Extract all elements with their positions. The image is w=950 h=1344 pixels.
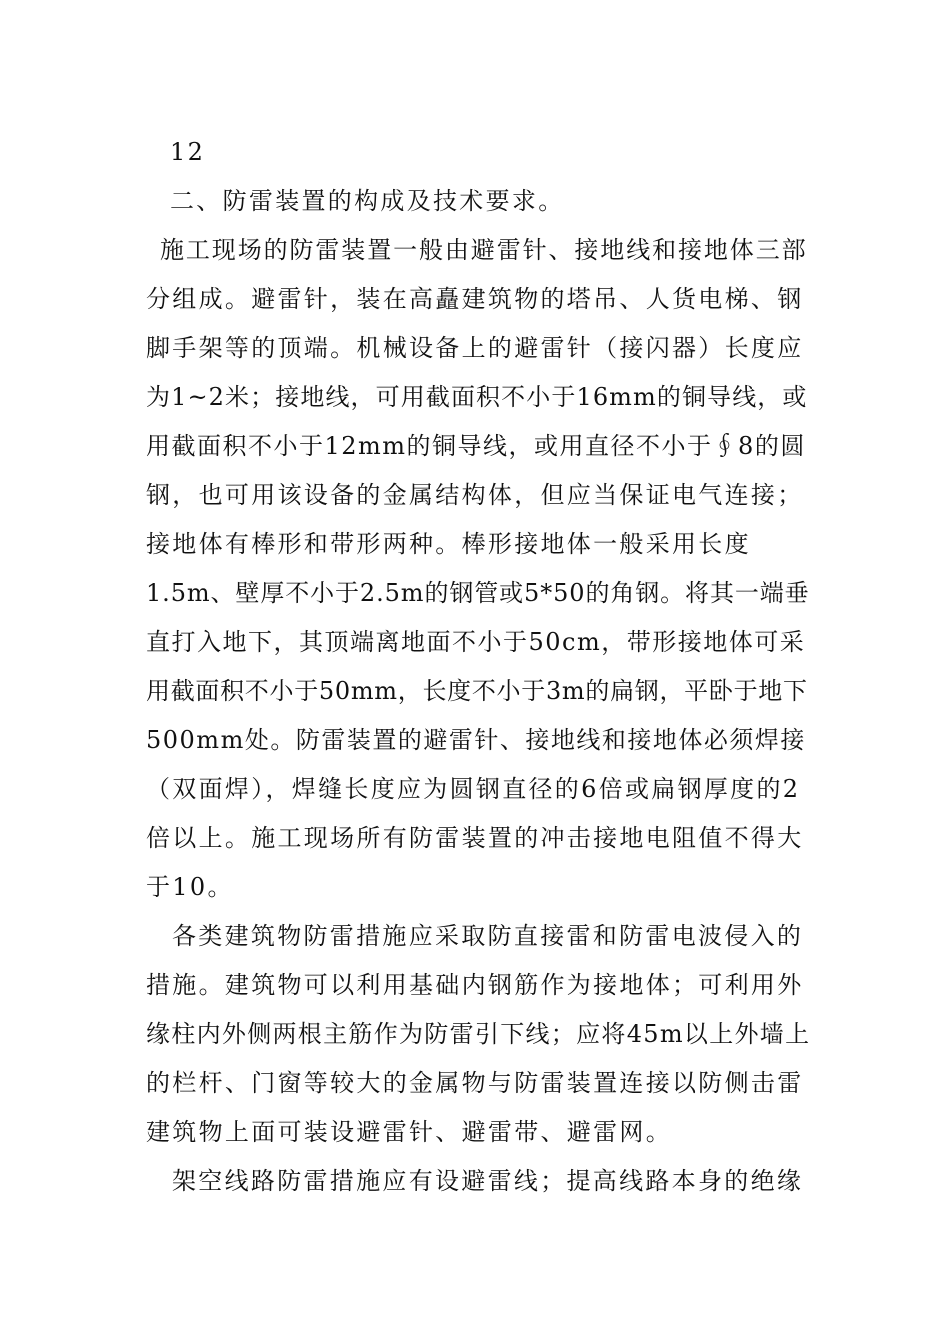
paragraph-lightning-device xyxy=(146,226,810,912)
paragraph-overhead-line xyxy=(146,1157,810,1206)
text-line: 用截面积不小于50mm，长度不小于3m的扁钢，平卧于地下 xyxy=(146,677,808,705)
text-line: （双面焊），焊缝长度应为圆钢直径的6倍或扁钢厚度的2 xyxy=(146,775,801,803)
text-line: 直打入地下，其顶端离地面不小于50cm，带形接地体可采 xyxy=(146,628,806,656)
text-line: 倍以上。施工现场所有防雷装置的冲击接地电阻值不得大 xyxy=(146,824,804,852)
text-line: 缘柱内外侧两根主筋作为防雷引下线；应将45m以上外墙上 xyxy=(146,1020,811,1048)
text-line: 各类建筑物防雷措施应采取防直接雷和防雷电波侵入的 xyxy=(172,922,804,950)
text-line: 1.5m、壁厚不小于2.5m的钢管或5*50的角钢。将其一端垂 xyxy=(146,579,810,607)
text-line: 用截面积不小于12mm的铜导线，或用直径不小于∮8的圆 xyxy=(146,432,806,460)
text-line: 施工现场的防雷装置一般由避雷针、接地线和接地体三部 xyxy=(160,236,808,264)
text-line: 分组成。避雷针，装在高矗建筑物的塔吊、人货电梯、钢 xyxy=(146,285,804,313)
text-line: 500mm处。防雷装置的避雷针、接地线和接地体必须焊接 xyxy=(146,726,806,754)
page-number: 12 xyxy=(170,138,206,166)
text-line: 钢，也可用该设备的金属结构体，但应当保证电气连接； xyxy=(146,481,804,509)
text-line: 于10。 xyxy=(146,873,234,901)
document-page xyxy=(146,128,810,1206)
text-line: 措施。建筑物可以利用基础内钢筋作为接地体；可利用外 xyxy=(146,971,804,999)
text-line: 为1~2米；接地线，可用截面积不小于16mm的铜导线，或 xyxy=(146,383,808,411)
text-line: 接地体有棒形和带形两种。棒形接地体一般采用长度 xyxy=(146,530,751,558)
text-line: 脚手架等的顶端。机械设备上的避雷针（接闪器）长度应 xyxy=(146,334,804,362)
section-heading: 二、防雷装置的构成及技术要求。 xyxy=(170,187,565,215)
text-line: 的栏杆、门窗等较大的金属物与防雷装置连接以防侧击雷 xyxy=(146,1069,804,1097)
paragraph-building-protection xyxy=(146,912,810,1157)
text-line: 架空线路防雷措施应有设避雷线；提高线路本身的绝缘 xyxy=(172,1167,804,1195)
text-line: 建筑物上面可装设避雷针、避雷带、避雷网。 xyxy=(146,1118,672,1146)
